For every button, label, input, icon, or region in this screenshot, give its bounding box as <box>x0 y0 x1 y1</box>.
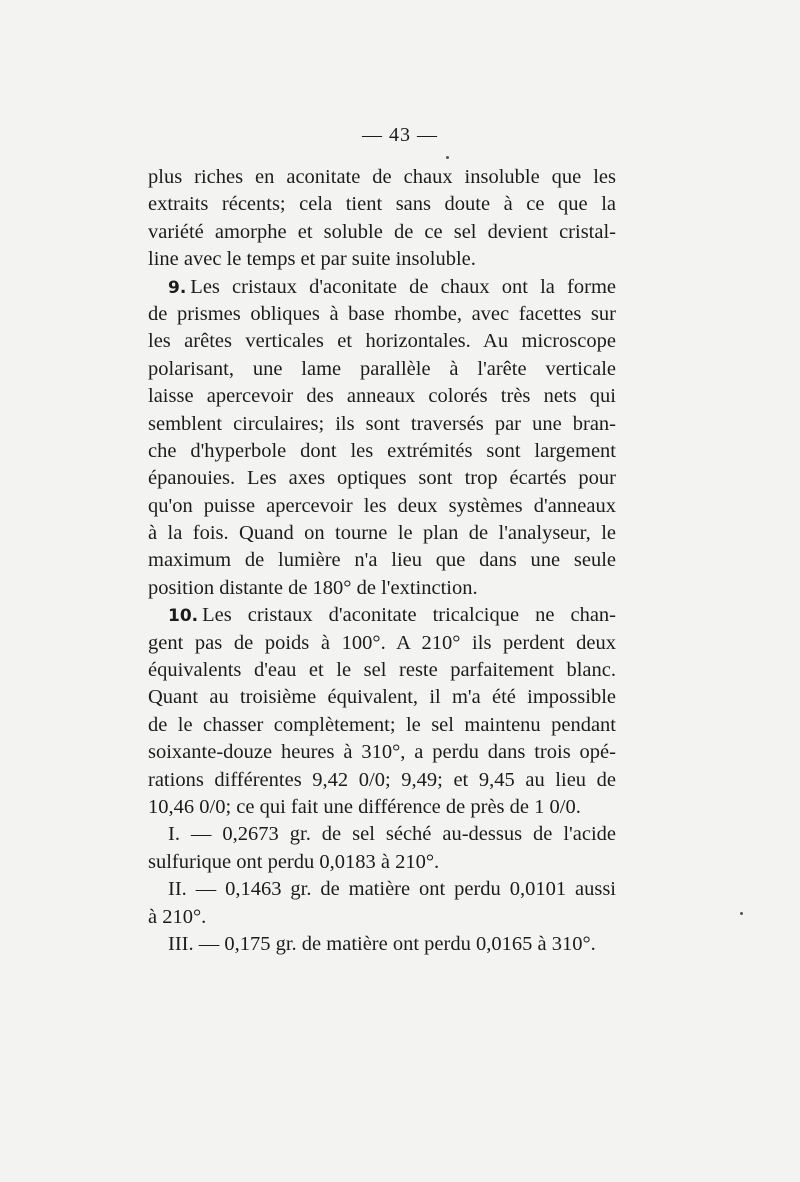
text-line: variété amorphe et soluble de ce sel devient cristal- <box>148 220 616 243</box>
measurement-2 <box>148 876 616 931</box>
measurement-1 <box>148 821 616 876</box>
text-line: à 210°. <box>148 905 207 928</box>
text-line: gent pas de poids à 100°. A 210° ils perdent deux <box>148 631 616 654</box>
paragraph-9 <box>148 274 616 603</box>
text-line <box>148 274 616 301</box>
text-line: I. — 0,2673 gr. de sel séché au-dessus de l'acide <box>168 823 616 846</box>
text-line-content: Les cristaux d'aconitate tricalcique ne chan- <box>202 604 616 627</box>
text-line: épanouies. Les axes optiques sont trop écartés pour <box>148 467 616 490</box>
text-line: maximum de lumière n'a lieu que dans une seule <box>148 549 616 572</box>
text-line: équivalents d'eau et le sel reste parfaitement blanc. <box>148 659 616 682</box>
text-line: laisse apercevoir des anneaux colorés très nets qui <box>148 385 616 408</box>
text-line: à la fois. Quand on tourne le plan de l'analyseur, le <box>148 522 616 545</box>
text-line: soixante-douze heures à 310°, a perdu dans trois opé- <box>148 741 616 764</box>
text-line: les arêtes verticales et horizontales. Au microscope <box>148 330 616 353</box>
text-line: qu'on puisse apercevoir les deux systèmes d'anneaux <box>148 494 616 517</box>
text-line <box>148 602 616 629</box>
text-line: che d'hyperbole dont les extrémités sont largement <box>148 439 616 462</box>
section-number: 10. <box>168 606 199 627</box>
text-line: semblent circulaires; ils sont traversés par une bran- <box>148 412 616 435</box>
text-line: de le chasser complètement; le sel maintenu pendant <box>148 713 616 736</box>
text-line: plus riches en aconitate de chaux insoluble que les <box>148 166 616 188</box>
paragraph-10 <box>148 602 616 821</box>
text-line: III. — 0,175 gr. de matière ont perdu 0,0165 à 310°. <box>168 932 596 955</box>
section-number: 9. <box>168 277 187 298</box>
ink-speck <box>740 912 743 915</box>
text-line: 10,46 0/0; ce qui fait une différence de près de 1 0/0. <box>148 795 581 818</box>
text-line: II. — 0,1463 gr. de matière ont perdu 0,0101 aussi <box>168 878 616 901</box>
text-line: position distante de 180° de l'extinction. <box>148 576 478 599</box>
paragraph-1 <box>148 164 616 274</box>
text-line: extraits récents; cela tient sans doute à ce que la <box>148 193 616 216</box>
page-number: — 43 — <box>362 124 438 146</box>
text-line: rations différentes 9,42 0/0; 9,49; et 9,45 au lieu de <box>148 768 616 791</box>
text-line: de prismes obliques à base rhombe, avec facettes sur <box>148 302 616 325</box>
text-line: sulfurique ont perdu 0,0183 à 210°. <box>148 850 440 873</box>
body-text <box>148 164 616 958</box>
ink-speck <box>446 156 449 159</box>
text-line: line avec le temps et par suite insoluble. <box>148 248 476 271</box>
text-line: polarisant, une lame parallèle à l'arête verticale <box>148 357 616 380</box>
text-line-content: Les cristaux d'aconitate de chaux ont la forme <box>190 275 616 298</box>
measurement-3 <box>148 931 616 958</box>
text-line: Quant au troisième équivalent, il m'a été impossible <box>148 686 616 709</box>
